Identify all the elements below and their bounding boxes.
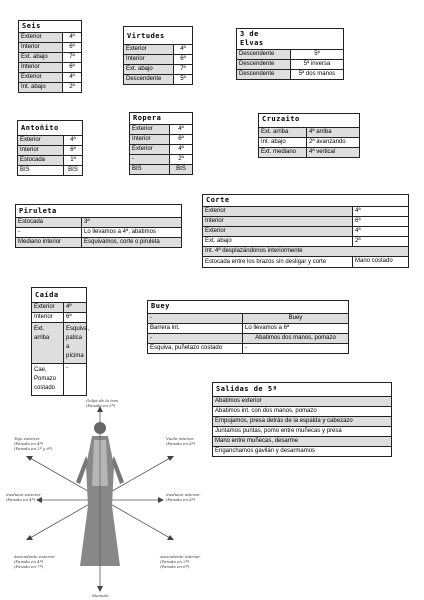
table-row [32,313,86,323]
table-row [32,303,86,313]
table-row [203,257,408,267]
table-virtudes [123,26,193,85]
cell: 6ª [178,136,184,142]
cell: Esquiva, puñetazo costado [148,344,243,353]
caption: Vuelo interior [166,436,194,441]
cell: Descendente [124,75,174,84]
cell: Exterior [124,45,174,54]
cell: Interior [19,63,63,72]
cell: Interior [203,217,353,226]
cell: - [245,345,247,351]
cell: Estocada [18,156,64,165]
table-title-line1: 3 de [240,30,259,38]
table-salidas [212,382,392,457]
table-row [259,128,359,138]
cell: - [148,314,243,323]
caption: mediano interior [166,492,200,497]
cell: 6ª [69,44,75,50]
table-row [203,237,408,247]
cell: 6ª [70,147,76,153]
cell: Interior [32,313,64,322]
table-row [259,148,359,157]
table-title: Antoñito [18,121,82,136]
table-piruleta [15,204,182,248]
table-row [259,138,359,148]
caption: Tajo exterior [14,436,40,441]
cell: Cae, Pomazo costado [32,364,64,395]
caption: (Parada en 2ª y 6ª) [14,446,53,451]
table-antonito [17,120,83,176]
table-row [130,165,192,174]
cell: Interior [18,146,64,155]
table-row [18,146,82,156]
table-elvas [236,28,344,80]
table-row [124,45,192,55]
cell: Int. 4ª desplazándonos interiormente [203,247,408,256]
cell: 6ª [180,56,186,62]
table-row [130,155,192,165]
table-row [148,324,348,334]
table-row [16,228,181,238]
table-cruzaito [258,113,360,158]
table-ropera [129,112,193,175]
cell: Esquiva, patica a pícima [64,323,86,363]
cell: - [66,365,68,371]
table-row [148,314,348,324]
table-title: Piruleta [16,205,181,218]
cell: 4ª [69,34,75,40]
cell: Abatimos int. con dos manos, pomazo [215,408,317,414]
cell: 3ª [82,218,181,227]
table-title: Salidas de 5ª [213,383,391,397]
table-row [130,125,192,135]
table-row [19,83,81,92]
table-row [32,323,90,364]
table-row [19,33,81,43]
cell: Descendente [237,60,291,69]
cell: 5ª inversa [303,61,331,67]
fencing-figure-illustration [0,396,210,600]
cell: 6ª [66,314,72,320]
cell: Interior [130,135,170,144]
cell: Mano costado [355,258,393,264]
list-item [213,427,391,437]
cell: Interior [124,55,174,64]
caption: (Parada en 6ª) [166,441,196,446]
cell: 6ª [355,218,361,224]
caption: Menudo [92,593,109,598]
cell: Estocada entre los brazos sin desligar y corte [203,257,353,267]
caption: (Parada en 2ª) [160,559,190,564]
cell: 2ª [178,156,184,162]
cell: 7ª [180,66,186,72]
cell: Abatimos exterior [215,398,262,404]
caption: (Parada en 6ª) [160,564,190,569]
table-row [148,334,348,344]
cell: Exterior [19,33,63,42]
table-row [203,227,408,237]
cell: Buey [243,314,348,323]
table-row [16,218,181,228]
table-title: Virtudes [124,27,192,45]
cell: Lo llevamos a 6ª [245,325,290,331]
cell: - [16,228,82,237]
table-row [203,217,408,227]
list-item [213,437,391,447]
cell: Lo llevamos a 4ª, abatimos [84,229,156,235]
cell: Exterior [130,145,170,154]
table-buey [147,300,349,354]
caption: (Parada en 6ª) [166,497,196,502]
cell: Exterior [32,303,64,312]
cell: 2ª [355,238,361,244]
cell: 4ª [64,303,86,312]
cell: 4ª [178,146,184,152]
table-row [19,73,81,83]
table-row [18,166,82,175]
cell: Ext. abajo [203,237,353,246]
table-row [18,156,82,166]
table-row [130,135,192,145]
cell: Exterior [18,136,64,145]
cell: 4ª [178,126,184,132]
cell: 4ª arriba [307,128,359,137]
table-row [124,65,192,75]
table-row [19,43,81,53]
caption: mediano exterior [6,492,41,497]
table-row [16,238,181,247]
cell: 6ª [69,64,75,70]
cell: - [130,155,170,164]
cell: Exterior [19,73,63,82]
cell: Juntamos puntas, pomo entre muñecas y presa [215,428,342,434]
cell: 4ª [69,74,75,80]
cell: 5ª dos manos [298,71,336,77]
table-row [237,70,343,79]
table-row [203,207,408,217]
table-title: Seis [19,21,81,33]
table-row [19,53,81,63]
cell: BIS [130,165,170,174]
cell: Ext. arriba [32,323,64,363]
cell: 4ª vertical [307,148,359,157]
caption: (Parada en 7ª) [14,564,44,569]
table-seis [18,20,82,93]
cell: Empujamos, presa detrás de la espalda y cabezazo [215,418,353,424]
cell: BIS [68,167,78,173]
caption: (Parada en 4ª) [6,497,36,502]
cell: Descendente [237,70,291,79]
cell: BIS [18,166,64,175]
cell: Ext. abajo [19,53,63,62]
table-row [124,55,192,65]
table-title: Cruzaito [259,114,359,128]
table-row [130,145,192,155]
cell: Descendente [237,50,291,59]
cell: 4ª [355,208,361,214]
cell: Mano entre muñecas, desarme [215,438,299,444]
cell: Int. abajo [19,83,63,92]
cell: 4ª [355,228,361,234]
caption: Ascendente interior [160,554,201,559]
table-row [18,136,82,146]
caption: Ascendente exterior [14,554,55,559]
list-item [213,407,391,417]
table-corte [202,194,409,268]
table-row [124,75,192,84]
cell: Mediano interior [16,238,82,247]
table-title: Buey [148,301,348,314]
cell: Ext. abajo [124,65,174,74]
list-item [213,417,391,427]
table-caida [31,287,90,396]
cell: Interior [19,43,63,52]
cell: 5ª [180,76,186,82]
caption: (Parada en 5ª) [86,403,116,408]
cell: Exterior [203,207,353,216]
caption: (Parada en 4ª) [14,559,44,564]
caption: (Parada en 4ª) [14,441,44,446]
list-item [213,447,391,456]
cell: Int. abajo [259,138,307,147]
cell: Barrera int. [148,324,243,333]
cell: Exterior [203,227,353,236]
cell: 7ª [69,54,75,60]
table-row [237,50,343,60]
cell: 5ª [314,51,320,57]
cell: 2ª [69,84,75,90]
table-title: Ropera [130,113,192,125]
table-row [148,344,348,353]
table-title: Corte [203,195,408,207]
cell: 4ª [180,46,186,52]
table-row [19,63,81,73]
cell: 1ª [70,157,76,163]
cell: Ext. mediano [259,148,307,157]
knight-figure [76,422,124,566]
cell: Ext. arriba [259,128,307,137]
cell: Exterior [130,125,170,134]
table-row [237,60,343,70]
cell: Enganchamos gavilán y desarmamos [215,448,316,454]
list-item [213,397,391,407]
table-row [203,247,408,257]
table-title: Caída [32,288,86,303]
table-row [32,364,86,395]
cell: 2ª avanzando [309,139,346,145]
cell: Esquivamos, corte o piruleta [82,238,181,247]
cell: BIS [170,165,192,174]
caption: Golpe de la tres [86,398,119,403]
cell: Estocada [16,218,82,227]
cell: - [148,334,243,343]
cell: Abatimos dos manos, pomazo [243,334,348,343]
cell: 4ª [70,137,76,143]
table-title-line2: Elvas [237,39,343,50]
